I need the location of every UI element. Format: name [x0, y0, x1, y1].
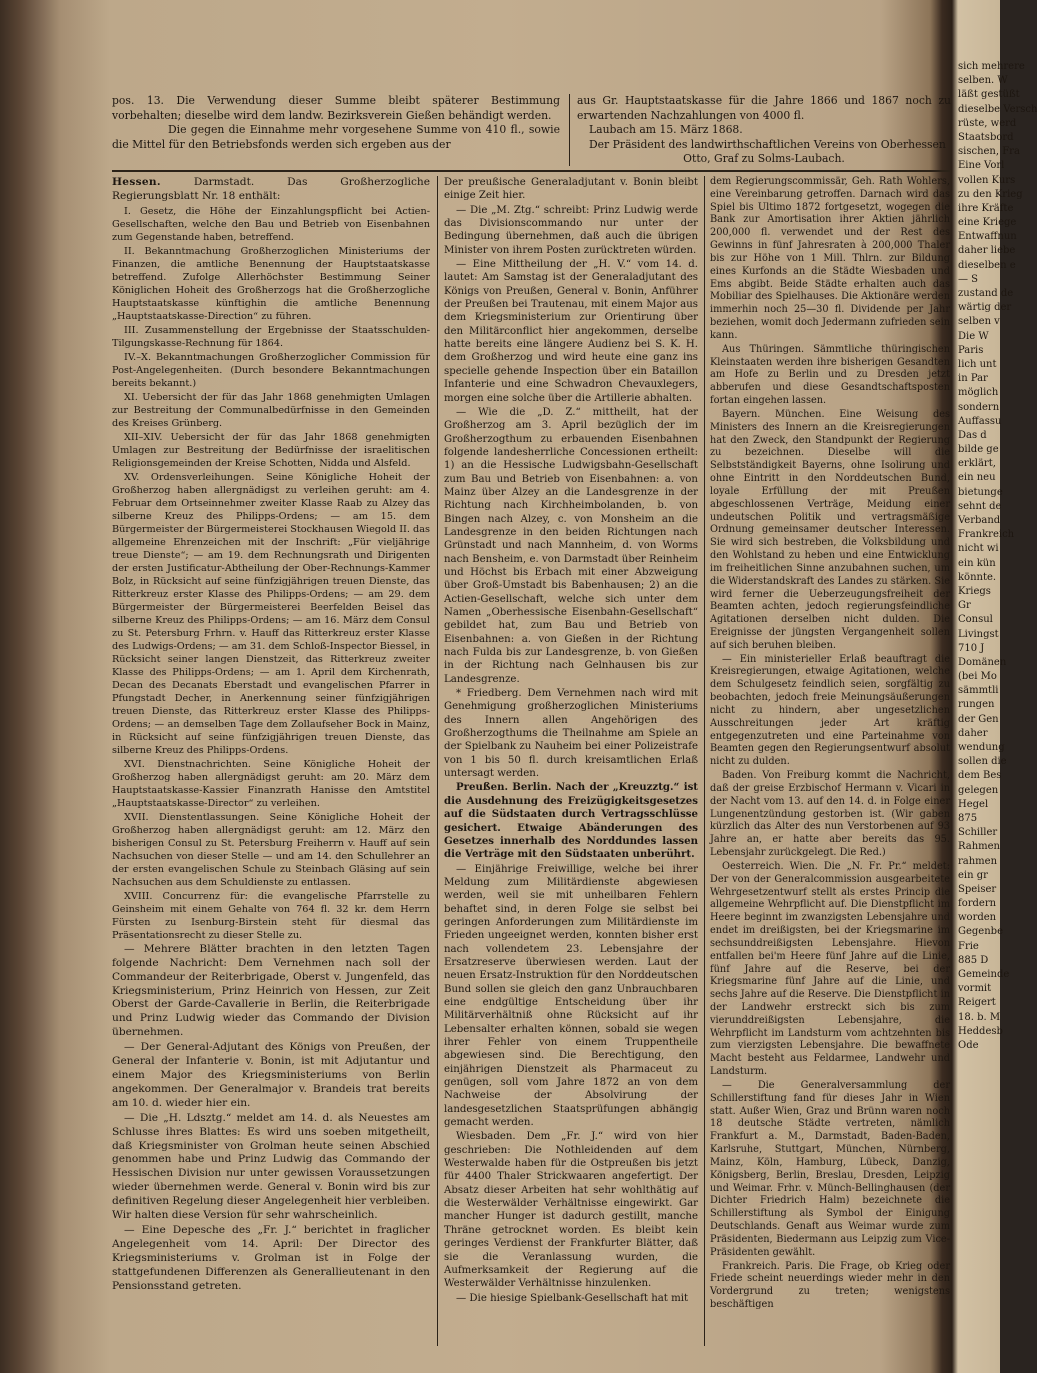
adjacent-page-line: sischen, Fra — [958, 146, 1020, 158]
column-1-intro — [112, 176, 430, 204]
adjacent-page-line: bietunge — [958, 486, 1003, 498]
news-item: dem Regierungscommissär, Geh. Rath Wohlers, eine Vereinbarung getroffen. Darnach wird das Spiel bis Ultimo 1872 fortgesetzt, wogegen die Bank zur Amortisation ihrer Aktien jährlich 200,000 fl. verwendet und der Rest des Gewinns in fünf Jahresraten à 200,000 Thaler bis zur Höhe von 1 Mill. Thlrn. zur Bildung eines Kurfonds an die Städte Wiesbaden und Ems abgibt. Beide Städte erhalten auch das Mobiliar des Spielhauses. Die Aktionäre werden immerhin noch 25—30 fl. Dividende per Jahr beziehen, womit doch Jedermann zufrieden sein kann. — [710, 176, 950, 341]
column-1 — [112, 176, 430, 1294]
adjacent-page-line: worden — [958, 912, 997, 924]
adjacent-page-line: Rahmen — [958, 841, 1001, 853]
adjacent-page-line: bilde ge — [958, 444, 999, 456]
adjacent-page-line: 18. b. M — [958, 1011, 1001, 1023]
column-2 — [444, 176, 698, 1306]
adjacent-page-line: rahmen — [958, 855, 998, 867]
adjacent-page-line: erklärt, — [958, 458, 996, 470]
decree-item: XI. Uebersicht der für das Jahr 1868 genehmigten Umlagen zur Bestreitung der Communalbedürfnisse in den Gemeinden des Kreises Grünberg. — [112, 391, 430, 429]
adjacent-page-line: Schiller — [958, 827, 998, 839]
news-item-thueringen: Aus Thüringen. Sämmtliche thüringischen Kleinstaaten werden ihre bisherigen Gesandten am Hofe zu Berlin und zu Dresden jetzt abberufen und diese Gesandtschaftsposten fortan eingehen lassen. — [710, 343, 950, 407]
news-item: — Die „H. Ldsztg.“ meldet am 14. d. als Neuestes am Schlusse ihres Blattes: Es wird uns soeben mitgetheilt, daß Kriegsminister von Grolman heute seinen Abschied genommen habe und Prinz Ludwig das Commando der Hessischen Division nur unter gewissen Voraussetzungen wieder übernehmen werde. General v. Bonin wird bis zur definitiven Regelung dieser Angelegenheit hier verbleiben. Wir halten diese Version für sehr wahrscheinlich. — [112, 1111, 430, 1222]
adjacent-page-line: sämmtli — [958, 685, 999, 697]
news-item: — Eine Depesche des „Fr. J.“ berichtet in fraglicher Angelegenheit vom 14. April: Der Director des Kriegsministeriums v. Grolman ist in Folge der stattgefundenen Differenzen als Generallieutenant in den Pensionsstand getreten. — [112, 1223, 430, 1292]
adjacent-page-line: eine Kriege — [958, 217, 1017, 229]
adjacent-page-line: Domänen — [958, 656, 1007, 668]
adjacent-page-line: Ode — [958, 1039, 979, 1051]
adjacent-page-line: ihre Kräfte — [958, 202, 1014, 214]
news-item-oesterreich: Oesterreich. Wien. Die „N. Fr. Pr.“ meldet: Der von der Generalcommission ausgearbeitete Wehrgesetzentwurf stellt als erstes Princip die allgemeine Wehrpflicht auf. Die Dienstpflicht im Heere beginnt im zwanzigsten Lebensjahre und endet im dreißigsten, bei der Kriegsmarine im sechsunddreißigsten Lebensjahre. Hievon entfallen bei'm Heere fünf Jahre auf die Linie, fünf Jahre auf die Reserve, bei der Kriegsmarine fünf Jahre auf die Linie, und sechs Jahre auf die Reserve. Die Dienstpflicht in der Landwehr erstreckt sich bis zum vierunddreißigsten Lebensjahre, die Wehrpflicht im Landsturm vom achtzehnten bis zum vierzigsten Lebensjahre. Die bewaffnete Macht besteht aus Feldarmee, Landwehr und Landsturm. — [710, 860, 950, 1078]
adjacent-page-line: lich unt — [958, 358, 997, 370]
adjacent-page-line: Das d — [958, 429, 987, 441]
adjacent-page-line: ein gr — [958, 869, 988, 881]
adjacent-page-line: selben v — [958, 316, 1000, 328]
adjacent-page-line: Gegenbe — [958, 926, 1003, 938]
top-right-block — [577, 94, 951, 167]
adjacent-page-line: daher liebe — [958, 245, 1016, 257]
adjacent-page-line: Staatsbord — [958, 131, 1014, 143]
adjacent-page-line: fordern — [958, 898, 997, 910]
top-right-date: Laubach am 15. März 1868. — [589, 123, 743, 136]
adjacent-page-line: könnte. — [958, 571, 997, 583]
adjacent-page-line: Frankreich — [958, 529, 1015, 541]
adjacent-page-line: Speiser — [958, 883, 997, 895]
news-item-baden: Baden. Von Freiburg kommt die Nachricht, daß der greise Erzbischof Hermann v. Vicari in der Nacht vom 13. auf den 14. d. in Folge einer Lungenentzündung gestorben ist. (Wir gaben kürzlich das Alter des nun Verstorbenen auf 93 Jahre an, er hatte aber bereits das 95. Lebensjahr zurückgelegt. Die Red.) — [710, 770, 950, 859]
news-item: — Die hiesige Spielbank-Gesellschaft hat mit — [456, 1292, 689, 1304]
top-divider — [569, 94, 570, 166]
adjacent-page-line: ein neu — [958, 472, 996, 484]
adjacent-page-line: gelegen — [958, 784, 999, 796]
adjacent-page-line: vollen Kurs — [958, 174, 1016, 186]
top-right-signature-title: Der Präsident des landwirthschaftlichen Vereins von Oberhessen — [589, 137, 946, 151]
top-left-para-2: Die gegen die Einnahme mehr vorgesehene Summe von 410 fl., sowie die Mittel für den Betriebsfonds werden sich ergeben aus der — [112, 123, 560, 151]
adjacent-page-line: Heddesb — [958, 1025, 1003, 1037]
adjacent-page-line: 875 — [958, 812, 978, 824]
adjacent-page-line: möglich — [958, 387, 999, 399]
adjacent-page-line: ein kün — [958, 557, 996, 569]
adjacent-page-line: der Gen — [958, 713, 999, 725]
news-item: Der preußische Generaladjutant v. Bonin bleibt einige Zeit hier. — [444, 177, 698, 202]
adjacent-page-line: nicht wi — [958, 543, 999, 555]
adjacent-page-line: Frie — [958, 940, 979, 952]
adjacent-page-line: dem Bes — [958, 770, 1002, 782]
intro-text: Darmstadt. Das Großherzogliche Regierungsblatt Nr. 18 enthält: — [112, 176, 430, 202]
left-page — [60, 28, 951, 1358]
decree-item: II. Bekanntmachung Großherzoglichen Ministeriums der Finanzen, die amtliche Benennung der Hauptstaatskasse betreffend. Zufolge Allerhöchster Bestimmung Seiner Königlichen Hoheit des Großherzogs hat die Großherzogliche Hauptstaatskasse künftighin die amtliche Benennung „Hauptstaatskasse-Direction“ zu führen. — [112, 245, 430, 322]
adjacent-page-line: Kriegs — [958, 585, 991, 597]
adjacent-page-line: daher — [958, 727, 988, 739]
news-item: — Ein ministerieller Erlaß beauftragt die Kreisregierungen, etwaige Agitationen, welche dem Schulgesetz feindlich seien, sorgfältig zu beobachten, jedoch freie Meinungsäußerungen nicht zu hindern, aber ungesetzlichen Ausschreitungen jeder Art kräftig entgegenzutreten und eine Parteinahme von Beamten gegen den Regierungsentwurf absolut nicht zu dulden. — [710, 653, 950, 768]
adjacent-page-line: 710 J — [958, 642, 985, 654]
decree-item: XVI. Dienstnachrichten. Seine Königliche Hoheit der Großherzog haben allergnädigst geruht: am 20. März dem Hauptstaatskasse-Kassier Finanzrath Hanisse den Amtstitel „Hauptstaatskasse-Director“ zu verleihen. — [112, 758, 430, 809]
adjacent-page-line: läßt gestüßt — [958, 89, 1020, 101]
adjacent-page-line: Gr — [958, 600, 971, 612]
news-item-frankreich: Frankreich. Paris. Die Frage, ob Krieg oder Friede scheint neuerdings wieder mehr in den Vordergrund zu treten; wenigstens beschäftigen — [710, 1260, 950, 1311]
top-left-block — [112, 94, 560, 152]
adjacent-page-line: wendung — [958, 742, 1005, 753]
column-divider-1 — [437, 176, 438, 1346]
adjacent-page-line: Paris — [958, 344, 984, 356]
news-item: — Einjährige Freiwillige, welche bei ihrer Meldung zum Militärdienste abgewiesen werden, weil sie mit unheilbaren Fehlern behaftet sind, in deren Folge sie selbst bei geringen Anforderungen zum Militärdienste im Frieden ungeeignet werden, konnten bisher erst nach vollendetem 23. Lebensjahre der Ersatzreserve überwiesen werden. Laut der neuen Ersatz-Instruktion für den Norddeutschen Bund sollen sie gleich den ganz Unbrauchbaren eine endgültige Entscheidung über ihr Militärverhältniß ohne Rücksicht auf ihr Lebensalter erhalten können, sobald sie wegen ihrer Fehler von einem Truppentheile abgewiesen sind. Die Berechtigung, den einjährigen Dienstzeit als Pharmaceut zu genügen, soll vom Jahre 1872 an von dem Nachweise der Absolvirung der landesgesetzlichen Staatsprüfungen abhängig gemacht werden. — [444, 863, 698, 1129]
column-3 — [710, 176, 950, 1313]
adjacent-page-line: Auffassu — [958, 415, 1002, 427]
top-left-para-1: pos. 13. Die Verwendung dieser Summe bleibt späterer Bestimmung vorbehalten; dieselbe wird dem landw. Bezirksverein Gießen behändigt werden. — [112, 94, 560, 122]
news-item-preussen: Preußen. Berlin. Nach der „Kreuzztg.“ ist die Ausdehnung des Freizügigkeitsgesetzes auf die Südstaaten durch Vertragsschlüsse gesichert. Etwaige Abänderungen des Gesetzes innerhalb des Norddundes lassen die Verträge mit den Südstaaten unberührt. — [444, 781, 698, 861]
adjacent-page-line: sich mehrere — [958, 61, 1025, 72]
header-rule — [112, 170, 950, 172]
adjacent-page-line: — S — [958, 273, 979, 285]
adjacent-page-line: Entwaffnun — [958, 231, 1017, 243]
news-item: * Friedberg. Dem Vernehmen nach wird mit Genehmigung großherzoglichen Ministeriums des Innern allen Angehörigen des Großherzogthums die Theilnahme am Spiele an der Spielbank zu Nauheim bei einer Polizeistrafe von 1 bis 50 fl. durch kreisamtlichen Erlaß untersagt werden. — [444, 688, 698, 780]
adjacent-page-line: wärtig der — [958, 302, 1012, 314]
adjacent-page-line: Verband — [958, 515, 1001, 526]
column-divider-2 — [704, 176, 705, 1346]
top-right-para-1: aus Gr. Hauptstaatskasse für die Jahre 1866 und 1867 noch zu erwartenden Nachzahlungen von 4000 fl. — [577, 94, 951, 122]
decree-item: XVII. Dienstentlassungen. Seine Königliche Hoheit der Großherzog haben allergnädigst geruht: am 12. März den bisherigen Consul zu St. Petersburg Freiherrn v. Hauff auf sein Nachsuchen von dieser Stelle — und am 14. den Schullehrer an der ersten evangelischen Schule zu Steinbach Gläsing auf sein Nachsuchen aus dem Schuldienste zu entlassen. — [112, 811, 430, 888]
adjacent-page-line: Gemeinde — [958, 969, 1010, 980]
adjacent-page-line: (bei Mo — [958, 671, 997, 683]
adjacent-page-fragments — [958, 60, 1037, 1053]
adjacent-page-line: Die W — [958, 330, 989, 342]
adjacent-page-line: sollen die — [958, 756, 1007, 768]
adjacent-page-line: Consul — [958, 614, 993, 626]
decree-item: III. Zusammenstellung der Ergebnisse der Staatsschulden-Tilgungskasse-Rechnung für 1864. — [112, 324, 430, 349]
adjacent-page-line: vormit — [958, 983, 992, 995]
news-item-wiesbaden: Wiesbaden. Dem „Fr. J.“ wird von hier geschrieben: Die Nothleidenden auf dem Westerwalde haben für die Ostpreußen bis jetzt für 4400 Thaler Strickwaaren angefertigt. Der Absatz dieser Arbeiten hat sehr wohlthätig auf die Westerwälder Verhältnisse eingewirkt. Gar mancher Hunger ist dadurch gestillt, manche Thräne getrocknet worden. Es bleibt kein geringes Verdienst der Frankfurter Blätter, daß sie die Veranlassung wurden, die Aufmerksamkeit der Regierung auf die Westerwälder Verhältnisse hinzulenken. — [444, 1131, 698, 1290]
adjacent-page-line: rungen — [958, 699, 995, 711]
news-item: — Der General-Adjutant des Königs von Preußen, der General der Infanterie v. Bonin, ist mit Adjutantur und einem Major des Kriegsministeriums von Berlin angekommen. Der Generalmajor v. Brandeis trat bereits am 10. d. wieder hier ein. — [112, 1041, 430, 1109]
news-item-bayern: Bayern. München. Eine Weisung des Ministers des Innern an die Kreisregierungen hat den Zweck, den Standpunkt der Regierung zu bezeichnen. Dieselbe will die Selbstständigkeit Bayerns, ohne Isolirung und ohne Eintritt in den Norddeutschen Bund, loyale Erfüllung der mit Preußen abgeschlossenen Verträge, Meidung einer undeutschen Politik und vertragsmäßige Ordnung gemeinsamer deutscher Interessen. Sie wird sich bestreben, die Volksbildung und den Wohlstand zu heben und eine Entwicklung im freiheitlichen Sinne anzubahnen suchen, um die Widerstandskraft des Landes zu stärken. Sie wird ferner die Ueberzeugungsfreiheit der Beamten achten, jedoch regierungsfeindliche Agitationen derselben nicht dulden. Die Ereignisse der jüngsten Vergangenheit sollen auf sich beruhen bleiben. — [710, 408, 950, 651]
top-right-signature-name: Otto, Graf zu Solms-Laubach. — [683, 152, 845, 165]
adjacent-page-line: Hegel — [958, 798, 989, 810]
adjacent-page-line: sehnt de — [958, 500, 1002, 512]
news-item: — Die Generalversammlung der Schillerstiftung fand für dieses Jahr in Wien statt. Außer Wien, Graz und Brünn waren noch 18 deutsche Städte vertreten, nämlich Frankfurt a. M., Darmstadt, Baden-Baden, Karlsruhe, Stuttgart, München, Nürnberg, Mainz, Köln, Hamburg, Lübeck, Danzig, Königsberg, Berlin, Breslau, Dresden, Leipzig und Weimar. Frhr. v. Münch-Bellinghausen (der Dichter Friedrich Halm) bezeichnete die Schillerstiftung als Symbol der Einigung Deutschlands. Genaft aus Weimar wurde zum Präsidenten, Biedermann aus Leipzig zum Vice-Präsidenten gewählt. — [710, 1079, 950, 1258]
decree-item: XVIII. Concurrenz für: die evangelische Pfarrstelle zu Geinsheim mit einem Gehalte von 764 fl. 32 kr. dem Herrn Fürsten zu Isenburg-Birstein steht für diesmal das Präsentationsrecht zu dieser Stelle zu. — [112, 890, 430, 941]
news-item: — Eine Mittheilung der „H. V.“ vom 14. d. lautet: Am Samstag ist der Generaladjutant des Königs von Preußen, General v. Bonin, Anführer der Preußen bei Trautenau, mit einem Major aus dem Kriegsministerium zur Orientirung über den Militärconflict hier angekommen, derselbe hatte bereits eine längere Audienz bei S. K. H. dem Großherzog und wird heute eine ganz ins specielle gehende Inspection über ein Bataillon Infanterie und eine Schwadron Chevauxlegers, morgen eine solche über die Artillerie abhalten. — [444, 259, 698, 404]
decree-item: XV. Ordensverleihungen. Seine Königliche Hoheit der Großherzog haben allergnädigst zu verleihen geruht: am 4. Februar dem Ortseinnehmer zweiter Klasse Raab zu Alzey das silberne Kreuz des Philipps-Ordens; — am 15. dem Bürgermeister der Bürgermeisterei Stockhausen Wiegold II. das allgemeine Ehrenzeichen mit der Inschrift: „Für vieljährige treue Dienste“; — am 19. dem Rechnungsrath und Dirigenten der ersten Justificatur-Abtheilung der Ober-Rechnungs-Kammer Bolz, in Rücksicht auf seine fünfzigjährigen treuen Dienste, das Ritterkreuz erster Klasse des Philipps-Ordens; — am 29. dem Bürgermeister der Bürgermeisterei Beerfelden Beisel das silberne Kreuz des Philipps-Ordens; — am 16. März dem Consul zu St. Petersburg Frhrn. v. Hauff das Ritterkreuz erster Klasse des Ludwigs-Ordens; — am 31. dem Schloß-Inspector Biessel, in Rücksicht seiner langen Dienstzeit, das Ritterkreuz zweiter Klasse des Philipps-Ordens; — am 1. April dem Kirchenrath, Decan des Decanats Eberstadt und evangelischen Pfarrer in Pfungstadt Decher, in Anerkennung seiner fünfzigjährigen treuen Dienste, das Ritterkreuz erster Klasse des Philipps-Ordens; — an demselben Tage dem Zollaufseher Bock in Mainz, in Rücksicht auf seine fünfzigjährigen treuen Dienste, das silberne Kreuz des Philipps-Ordens. — [112, 471, 430, 756]
adjacent-page-line: zustand de — [958, 288, 1014, 299]
adjacent-page-line: selben. W — [958, 75, 1008, 87]
adjacent-page-line: Livingst — [958, 628, 999, 640]
adjacent-page-line: dieselben e — [958, 259, 1016, 271]
news-item: — Wie die „D. Z.“ mittheilt, hat der Großherzog am 3. April bezüglich der im Großherzogthum zu erbauenden Eisenbahnen folgende landesherrliche Concessionen ertheilt: 1) an die Hessische Ludwigsbahn-Gesellschaft zum Bau und Betrieb von Eisenbahnen: a. von Mainz über Alzey an die Landesgrenze in der Richtung nach Kirchheimbolanden, b. von Bingen nach Alzey, c. von Monsheim an die Landesgrenze in den beiden Richtungen nach Grünstadt und nach Mannheim, d. von Worms nach Bensheim, e. von Darmstadt über Reinheim und Höchst bis Erbach mit einer Abzweigung über Groß-Umstadt bis Babenhausen; 2) an die Actien-Gesellschaft, welche sich unter dem Namen „Oberhessische Eisenbahn-Gesellschaft“ gebildet hat, zum Bau und Betrieb von Eisenbahnen: a. von Gießen in der Richtung nach Fulda bis zur Landesgrenze, b. von Gießen in der Richtung nach Gelnhausen bis zur Landesgrenze. — [444, 406, 698, 685]
adjacent-page-line: Reigert — [958, 997, 996, 1009]
adjacent-page-line: sondern — [958, 401, 1000, 413]
decree-item: I. Gesetz, die Höhe der Einzahlungspflicht bei Actien-Gesellschaften, welche den Bau und Betrieb von Eisenbahnen zum Gegenstande haben, betreffend. — [112, 205, 430, 243]
decree-item: IV.–X. Bekanntmachungen Großherzoglicher Commission für Post-Angelegenheiten. (Durch besondere Bekanntmachungen bereits bekannt.) — [112, 351, 430, 389]
news-item: — Die „M. Ztg.“ schreibt: Prinz Ludwig werde das Divisionscommando nur unter der Bedingung übernehmen, daß auch die übrigen Minister von ihrem Posten zurücktreten würden. — [444, 204, 698, 256]
adjacent-page-line: 885 D — [958, 954, 989, 966]
adjacent-page-line: rüste, werd — [958, 117, 1017, 129]
news-item: — Mehrere Blätter brachten in den letzten Tagen folgende Nachricht: Dem Vernehmen nach soll der Commandeur der Reiterbrigade, Oberst v. Jungenfeld, das Kriegsministerium, Prinz Heinrich von Hessen, zur Zeit Oberst der Garde-Cavallerie in Berlin, die Reiterbrigade und Prinz Ludwig wieder das Commando der Division übernehmen. — [112, 942, 430, 1039]
adjacent-page-line: dieselbe Versch — [958, 103, 1037, 115]
adjacent-page-line: zu den Krieg — [958, 188, 1023, 200]
section-heading-hessen: Hessen. — [112, 176, 161, 188]
adjacent-page-line: Eine Vorl — [958, 160, 1005, 172]
adjacent-page-line: in Par — [958, 373, 988, 385]
decree-item: XII–XIV. Uebersicht der für das Jahr 1868 genehmigten Umlagen zur Bestreitung der Bedürfnisse der israelitischen Religionsgemeinden der Kreise Schotten, Nidda und Alsfeld. — [112, 431, 430, 469]
